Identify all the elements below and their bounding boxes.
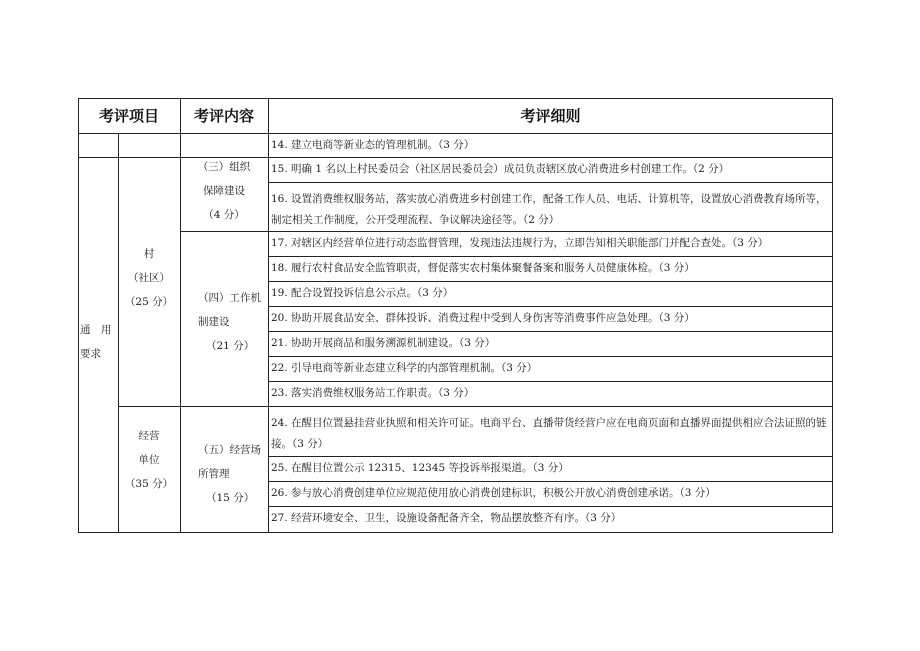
group-mech: [180, 286, 268, 358]
table-border-bottom: [78, 532, 833, 533]
group-site-line2: 所管理: [198, 468, 230, 480]
rule-row: 18. 履行农村食品安全监管职责，督促落实农村集体聚餐备案和服务人员健康体检。（3 分）: [271, 262, 695, 274]
table-border-left: [78, 98, 79, 533]
header-col-content: 考评内容: [193, 107, 254, 125]
category-operator: [118, 424, 180, 496]
group-org-line3: （4 分）: [203, 209, 245, 221]
rule-row: 27. 经营环境安全、卫生，设施设备配备齐全，物品摆放整齐有序。（3 分）: [271, 512, 622, 524]
table-border-right: [832, 98, 833, 533]
header-col-item: 考评项目: [98, 107, 159, 125]
rule-row: 22. 引导电商等新业态建立科学的内部管理机制。（3 分）: [271, 362, 538, 374]
group-mech-line3: （21 分）: [206, 340, 255, 352]
category-village: [118, 242, 180, 314]
rule-row: 21. 协助开展商品和服务溯源机制建设。（3 分）: [271, 337, 496, 349]
row-line: [268, 182, 833, 183]
category-general: [78, 318, 120, 366]
rule-row: 24. 在醒目位置悬挂营业执照和相关许可证。电商平台、直播带货经营户应在电商页面和直播界面提供相应合法证照的链接。（3 分）: [271, 417, 827, 450]
category-operator-line1: 经营: [138, 430, 160, 442]
rule-row: 14. 建立电商等新业态的管理机制。（3 分）: [271, 139, 475, 151]
rule-row: 26. 参与放心消费创建单位应规范使用放心消费创建标识，积极公开放心消费创建承诺。（3 分）: [271, 487, 716, 499]
rule-row: 23. 落实消费维权服务站工作职责。（3 分）: [271, 387, 475, 399]
group-mech-line2: 制建设: [198, 316, 230, 328]
category-operator-line2: 单位: [138, 454, 160, 466]
group-org-line1: （三）组织: [197, 161, 251, 173]
rule-row: 19. 配合设置投诉信息公示点。（3 分）: [271, 287, 454, 299]
evaluation-table: [78, 98, 833, 533]
row-line: [118, 406, 833, 407]
category-village-line3: （25 分）: [124, 296, 174, 308]
rule-row: 25. 在醒目位置公示 12315、12345 等投诉举报渠道。（3 分）: [271, 462, 569, 474]
header-col-rules: 考评细则: [520, 107, 581, 125]
category-general-line2: 要求: [80, 348, 101, 360]
group-org: [180, 155, 268, 227]
group-mech-line1: （四）工作机: [198, 292, 261, 304]
group-site-line1: （五）经营场: [198, 444, 261, 456]
category-operator-line3: （35 分）: [124, 478, 174, 490]
rule-row: 20. 协助开展食品安全、群体投诉、消费过程中受到人身伤害等消费事件应急处理。（3 分）: [271, 312, 695, 324]
category-village-line1: 村: [143, 248, 155, 260]
rule-row: 17. 对辖区内经营单位进行动态监督管理，发现违法违规行为，立即告知相关职能部门并配合查处。（3 分）: [271, 237, 769, 249]
category-village-line2: （社区）: [128, 272, 170, 284]
col-line-a-top: [118, 133, 119, 157]
group-org-line2: 保障建设: [203, 185, 245, 197]
rule-row: 15. 明确 1 名以上村民委员会（社区居民委员会）成员负责辖区放心消费进乡村创建工作。（2 分）: [271, 163, 730, 175]
group-site-line3: （15 分）: [206, 492, 255, 504]
group-site: [180, 438, 268, 510]
rule-row: 16. 设置消费维权服务站，落实放心消费进乡村创建工作，配备工作人员、电话、计算机等，设置放心消费教育场所等，制定相关工作制度，公开受理流程、争议解决途径等。（2 分）: [271, 193, 827, 226]
category-general-line1: 通 用: [80, 324, 112, 336]
